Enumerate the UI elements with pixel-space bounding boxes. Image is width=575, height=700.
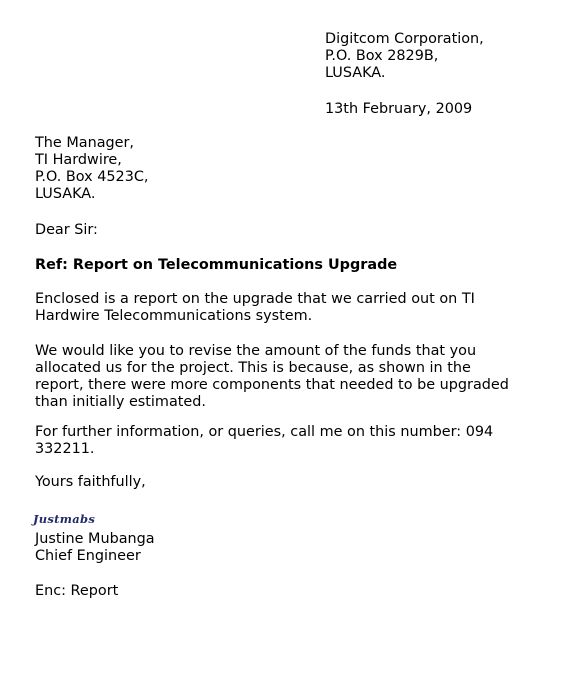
paragraph-line: Enclosed is a report on the upgrade that we carried out on TI (35, 291, 475, 307)
paragraph-line: Hardwire Telecommunications system. (35, 308, 313, 324)
sender-company: Digitcom Corporation, (325, 31, 484, 47)
reference-line: Ref: Report on Telecommunications Upgrade (35, 257, 398, 273)
paragraph-enclosed (35, 291, 475, 325)
paragraph-line: We would like you to revise the amount of the funds that you (35, 343, 477, 359)
recipient-company: TI Hardwire, (35, 152, 122, 168)
sender-po-box: P.O. Box 2829B, (325, 48, 439, 64)
recipient-title: The Manager, (35, 135, 134, 151)
paragraph-revise (35, 343, 509, 411)
recipient-address (35, 135, 148, 203)
handwritten-signature: Justmabs (33, 512, 96, 526)
sender-city: LUSAKA. (325, 65, 386, 81)
recipient-city: LUSAKA. (35, 186, 96, 202)
salutation: Dear Sir: (35, 222, 98, 238)
letter-date: 13th February, 2009 (325, 101, 473, 117)
sender-address (325, 31, 484, 82)
paragraph-contact (35, 424, 493, 458)
paragraph-line: 332211. (35, 441, 95, 457)
signer-title: Chief Engineer (35, 548, 141, 564)
paragraph-line: allocated us for the project. This is because, as shown in the (35, 360, 471, 376)
paragraph-line: For further information, or queries, call me on this number: 094 (35, 424, 494, 440)
enclosure-note: Enc: Report (35, 583, 119, 599)
paragraph-line: report, there were more components that needed to be upgraded (35, 377, 509, 393)
closing: Yours faithfully, (35, 474, 146, 490)
paragraph-line: than initially estimated. (35, 394, 206, 410)
signer-name: Justine Mubanga (35, 531, 155, 547)
recipient-po-box: P.O. Box 4523C, (35, 169, 149, 185)
signer-block (35, 531, 155, 565)
